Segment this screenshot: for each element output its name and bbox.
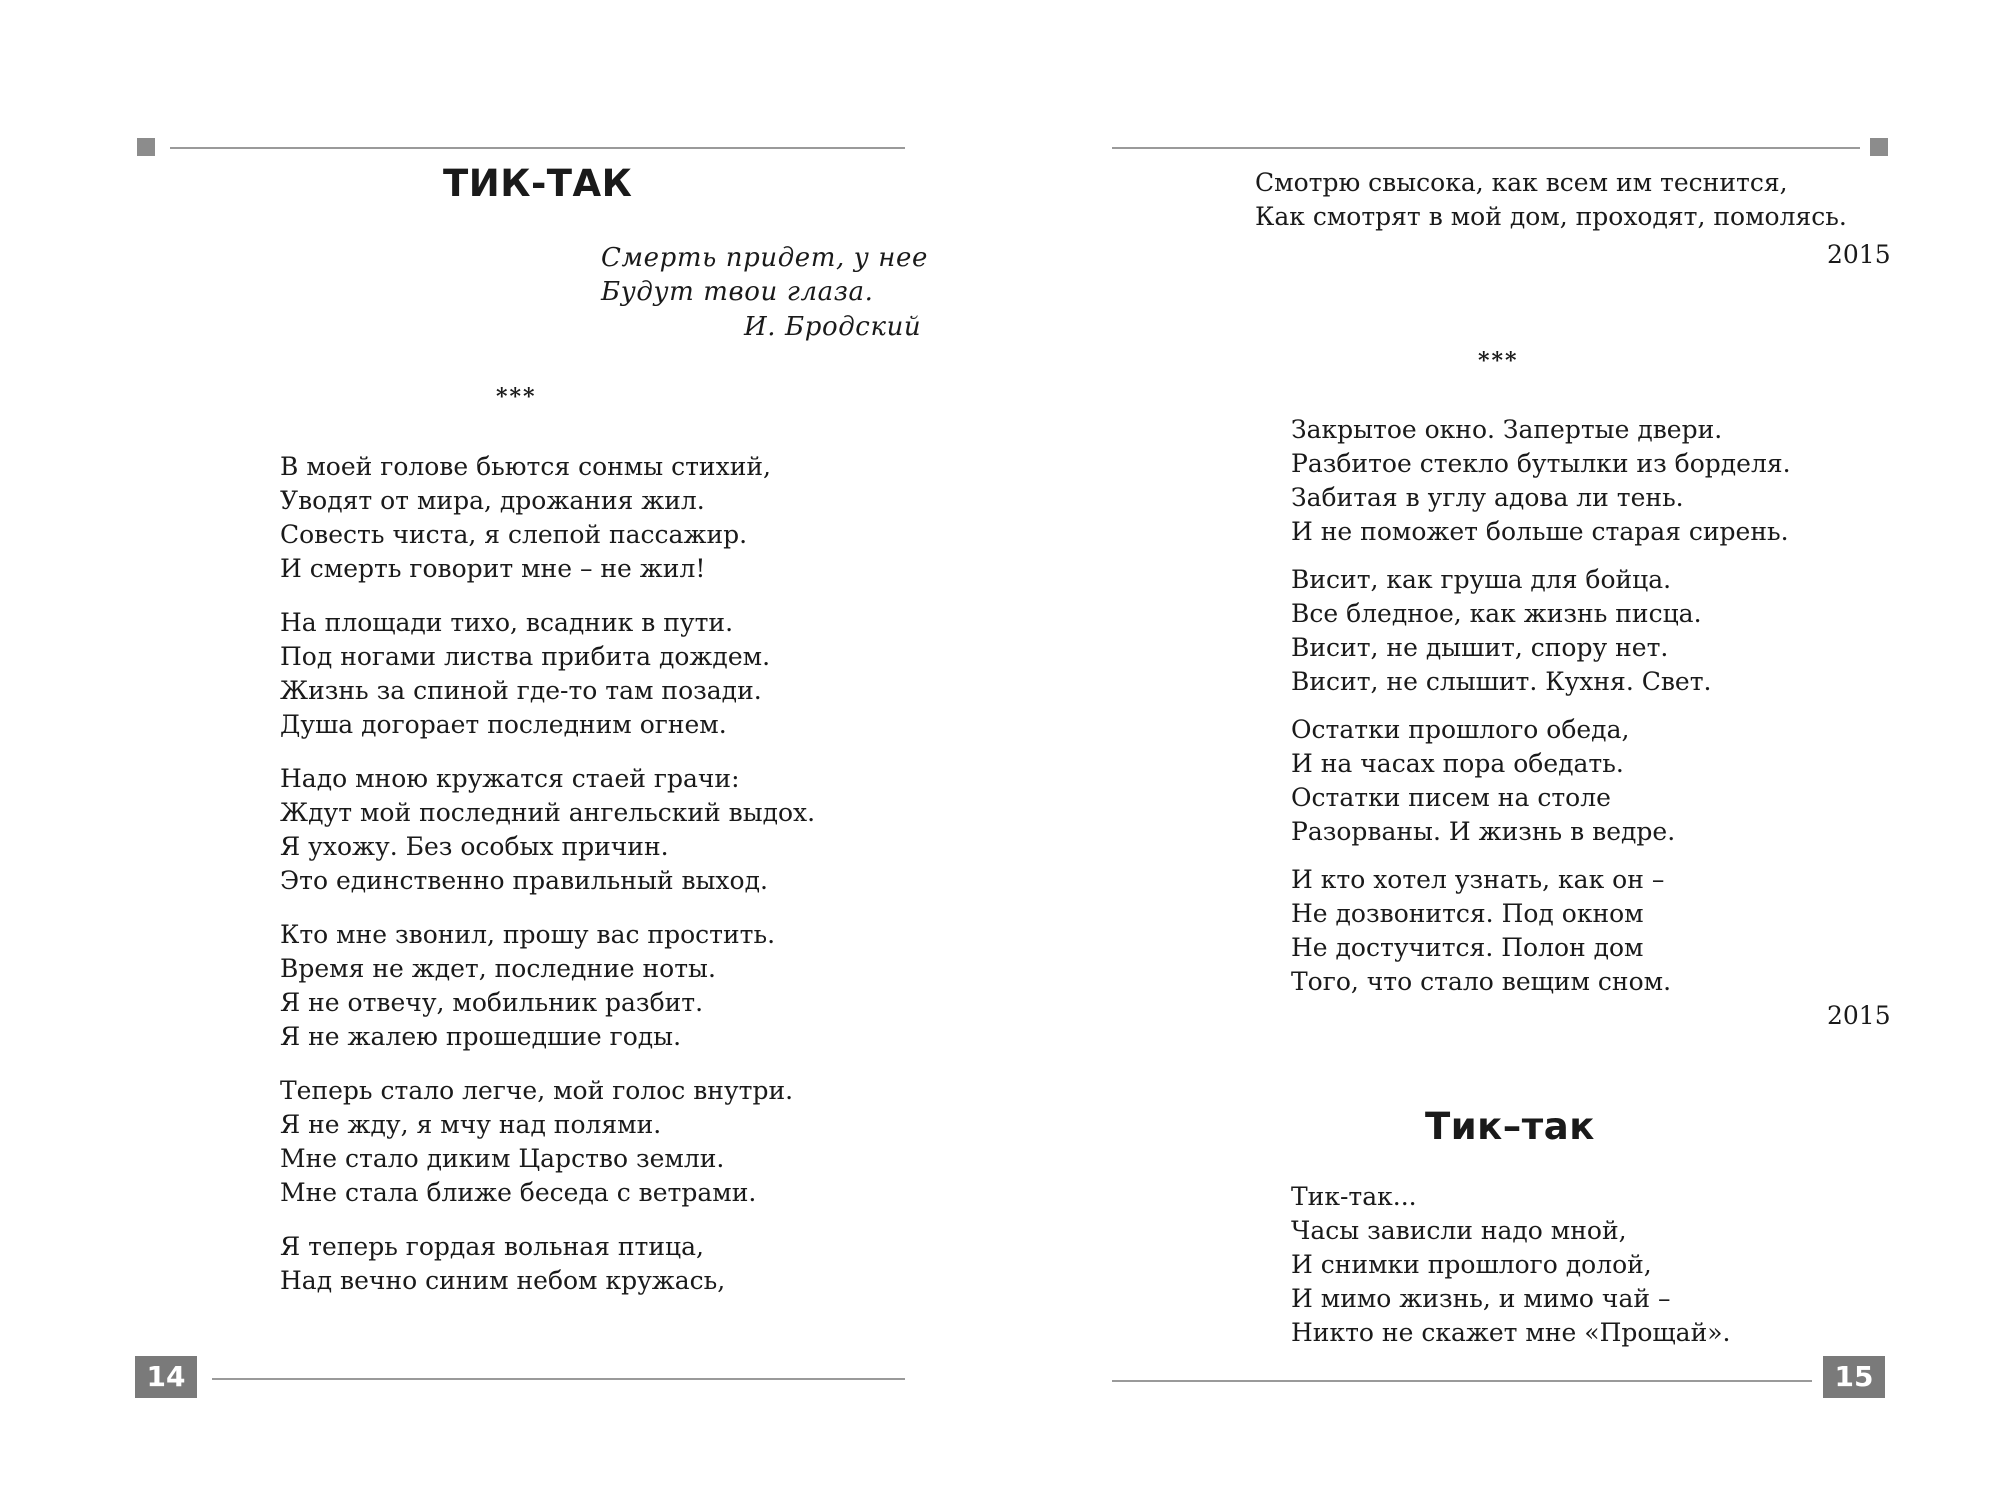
verse-line: Жизнь за спиной где-то там позади. [280,676,762,705]
bottom-rule [1112,1380,1812,1382]
verse-line: Закрытое окно. Запертые двери. [1291,415,1723,444]
verse-line: Под ногами листва прибита дождем. [280,642,771,671]
verse-line: И на часах пора обедать. [1291,749,1624,778]
verse-line: И снимки прошлого долой, [1291,1250,1652,1279]
verse-line: Кто мне звонил, прошу вас простить. [280,920,776,949]
verse-line: Не дозвонится. Под окном [1291,899,1644,928]
verse-line: На площади тихо, всадник в пути. [280,608,734,637]
section-separator: *** [496,384,537,410]
epigraph-line: Будут твои глаза. [601,277,874,307]
verse-line: Ждут мой последний ангельский выдох. [280,798,816,827]
verse-line: И мимо жизнь, и мимо чай – [1291,1284,1671,1313]
verse-line: И кто хотел узнать, как он – [1291,865,1665,894]
verse-line: Часы зависли надо мной, [1291,1216,1627,1245]
verse-line: Того, что стало вещим сном. [1291,967,1672,996]
verse-line: Висит, не дышит, спору нет. [1291,633,1669,662]
verse-line: Смотрю свысока, как всем им теснится, [1255,168,1788,197]
top-rule [170,147,905,149]
page-number: 14 [135,1356,197,1398]
verse-line: Тик-так... [1291,1182,1417,1211]
verse-line: Я не жду, я мчу над полями. [280,1110,662,1139]
epigraph-line: Смерть придет, у нее [601,243,928,273]
bottom-rule [212,1378,905,1380]
verse-line: Уводят от мира, дрожания жил. [280,486,705,515]
verse-line: Разбитое стекло бутылки из борделя. [1291,449,1791,478]
verse-line: Время не ждет, последние ноты. [280,954,716,983]
verse-line: Как смотрят в мой дом, проходят, помолясь. [1255,202,1847,231]
epigraph-author: И. Бродский [744,312,922,342]
verse-line: Мне стала ближе беседа с ветрами. [280,1178,757,1207]
verse-line: Остатки прошлого обеда, [1291,715,1630,744]
verse-line: Никто не скажет мне «Прощай». [1291,1318,1731,1347]
verse-line: Разорваны. И жизнь в ведре. [1291,817,1676,846]
corner-marker [1870,138,1888,156]
verse-line: Надо мною кружатся стаей грачи: [280,764,740,793]
verse-line: Я ухожу. Без особых причин. [280,832,669,861]
verse-line: Душа догорает последним огнем. [280,710,727,739]
poem-year: 2015 [1827,1001,1891,1030]
verse-line: Над вечно синим небом кружась, [280,1266,726,1295]
verse-line: Это единственно правильный выход. [280,866,768,895]
poem-title: ТИК-ТАК [443,162,633,205]
verse-line: Висит, как груша для бойца. [1291,565,1672,594]
verse-line: Я теперь гордая вольная птица, [280,1232,704,1261]
top-rule [1112,147,1860,149]
verse-line: Висит, не слышит. Кухня. Свет. [1291,667,1712,696]
verse-line: Не достучится. Полон дом [1291,933,1644,962]
verse-line: Остатки писем на столе [1291,783,1611,812]
verse-line: Я не жалею прошедшие годы. [280,1022,682,1051]
verse-line: Забитая в углу адова ли тень. [1291,483,1684,512]
verse-line: И не поможет больше старая сирень. [1291,517,1789,546]
page-number: 15 [1823,1356,1885,1398]
poem-title: Тик–так [1425,1105,1595,1148]
verse-line: Совесть чиста, я слепой пассажир. [280,520,748,549]
verse-line: И смерть говорит мне – не жил! [280,554,706,583]
corner-marker [137,138,155,156]
section-separator: *** [1478,348,1519,374]
right-page [1000,0,2000,1504]
verse-line: Мне стало диким Царство земли. [280,1144,725,1173]
verse-line: Все бледное, как жизнь писца. [1291,599,1702,628]
poem-year: 2015 [1827,240,1891,269]
verse-line: В моей голове бьются сонмы стихий, [280,452,771,481]
verse-line: Я не отвечу, мобильник разбит. [280,988,704,1017]
verse-line: Теперь стало легче, мой голос внутри. [280,1076,794,1105]
